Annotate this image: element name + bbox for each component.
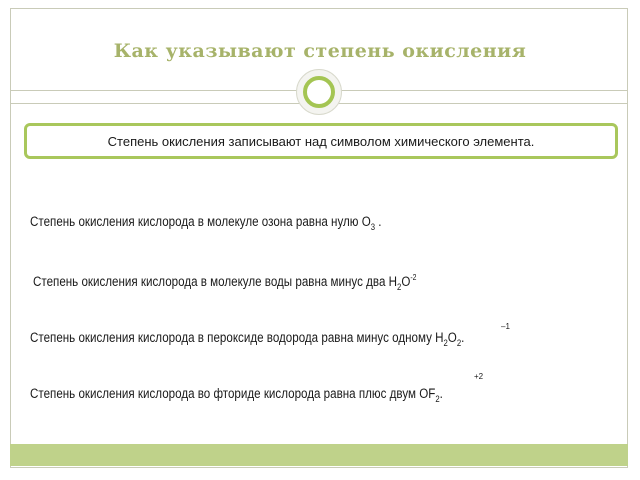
statement-text: Степень окисления кислорода в пероксиде водорода равна минус одному H (30, 330, 444, 345)
oxidation-state-fluoride: +2 (474, 372, 484, 381)
statement-peroxide (30, 330, 464, 348)
formula-element: O (447, 330, 457, 345)
subscript: 2 (443, 338, 448, 348)
subscript: 2 (456, 338, 462, 348)
subscript: 2 (397, 282, 402, 292)
subscript: 3 (370, 222, 376, 232)
callout-text: Степень окисления записывают над символом химического элемента. (107, 133, 535, 149)
callout-box (24, 123, 618, 159)
statement-ozone (30, 214, 382, 232)
statement-fluoride (30, 386, 443, 404)
footer-bar (10, 444, 628, 466)
statement-text: Степень окисления кислорода в молекуле озона равна нулю O (30, 214, 371, 229)
statement-tail: . (375, 214, 382, 229)
oxidation-state-peroxide: –1 (501, 322, 510, 331)
oxidation-state: -2 (410, 273, 417, 282)
ring-inner (303, 76, 335, 108)
subscript: 2 (435, 394, 440, 404)
statement-text: Степень окисления кислорода во фториде кислорода равна плюс двум OF (30, 386, 436, 401)
statement-tail: . (439, 386, 443, 401)
formula-element: O (401, 274, 411, 289)
statement-tail: . (461, 330, 465, 345)
ring-ornament-icon (296, 69, 342, 115)
statement-text: Степень окисления кислорода в молекуле воды равна минус два H (33, 274, 398, 289)
slide-title: Как указывают степень окисления (113, 40, 527, 62)
statement-water (33, 273, 417, 292)
